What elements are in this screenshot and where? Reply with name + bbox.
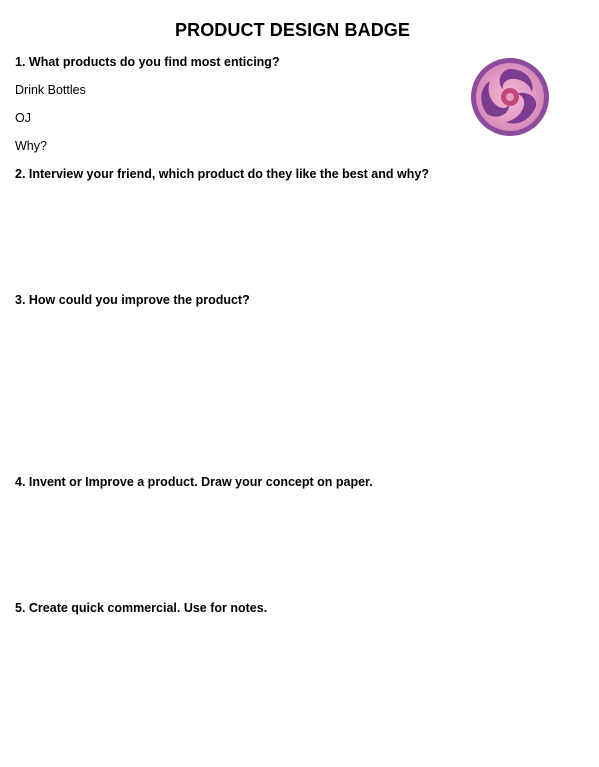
page-title: PRODUCT DESIGN BADGE bbox=[174, 20, 410, 40]
question-3: 3. How could you improve the product? bbox=[15, 293, 250, 307]
answer-oj: OJ bbox=[15, 111, 31, 125]
question-1: 1. What products do you find most enticing? bbox=[15, 55, 280, 69]
swirl-badge-graphic bbox=[469, 56, 551, 138]
question-5: 5. Create quick commercial. Use for notes. bbox=[15, 601, 268, 615]
badge-center-dot bbox=[506, 93, 514, 101]
question-2: 2. Interview your friend, which product do they like the best and why? bbox=[15, 167, 429, 181]
question-4: 4. Invent or Improve a product. Draw your concept on paper. bbox=[15, 475, 373, 489]
answer-why: Why? bbox=[15, 139, 47, 153]
answer-drink-bottles: Drink Bottles bbox=[15, 83, 86, 97]
swirl-badge-icon bbox=[469, 56, 551, 138]
